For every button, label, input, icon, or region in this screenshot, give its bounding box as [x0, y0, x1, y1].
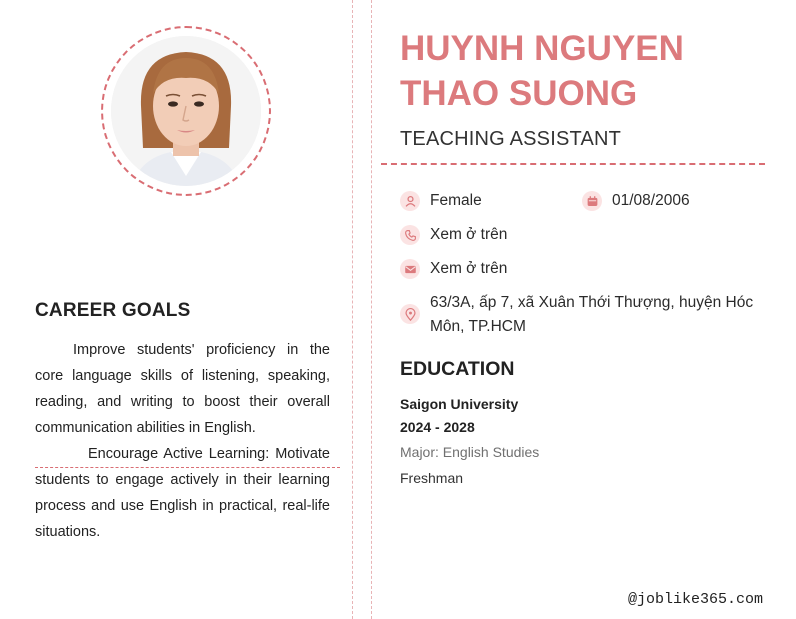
- profile-photo: [111, 36, 261, 186]
- job-title: TEACHING ASSISTANT: [400, 128, 622, 150]
- calendar-icon: [582, 191, 602, 211]
- name-line-2: THAO SUONG: [400, 74, 638, 113]
- phone-value: Xem ở trên: [430, 226, 508, 243]
- birthdate-row: [582, 189, 690, 213]
- gender-value: Female: [430, 192, 482, 209]
- avatar: [111, 36, 261, 186]
- address-row: [400, 291, 760, 339]
- section-divider-left: [35, 467, 340, 468]
- education-heading: EDUCATION: [400, 358, 515, 380]
- column-divider-left: [352, 0, 353, 619]
- gender-row: [400, 189, 482, 213]
- school-name: Saigon University: [400, 396, 519, 412]
- career-goals-text: [35, 337, 330, 545]
- avatar-frame: [101, 26, 271, 196]
- career-goal-paragraph-2: Encourage Active Learning: Motivate students to engage actively in their learning process and use English in practical, real-life situations.: [35, 446, 330, 540]
- school-level: Freshman: [400, 470, 464, 486]
- phone-row: [400, 223, 507, 247]
- birthdate-value: 01/08/2006: [612, 192, 690, 209]
- header-divider: [381, 163, 765, 165]
- career-goals-heading: CAREER GOALS: [35, 300, 191, 321]
- candidate-name: [400, 26, 760, 116]
- watermark: @joblike365.com: [628, 591, 764, 608]
- mail-icon: [400, 259, 420, 279]
- user-icon: [400, 191, 420, 211]
- career-goal-paragraph-1: Improve students' proficiency in the core language skills of listening, speaking, reading, and writing to boost their overall communication abilities in English.: [35, 342, 330, 436]
- phone-icon: [400, 225, 420, 245]
- name-line-1: HUYNH NGUYEN: [400, 29, 684, 68]
- school-years: 2024 - 2028: [400, 419, 475, 435]
- address-value: 63/3A, ấp 7, xã Xuân Thới Thượng, huyện Hóc Môn, TP.HCM: [430, 294, 754, 335]
- location-icon: [400, 304, 420, 324]
- email-value: Xem ở trên: [430, 260, 508, 277]
- email-row: [400, 257, 507, 281]
- school-major: Major: English Studies: [400, 444, 540, 460]
- column-divider-right: [371, 0, 372, 619]
